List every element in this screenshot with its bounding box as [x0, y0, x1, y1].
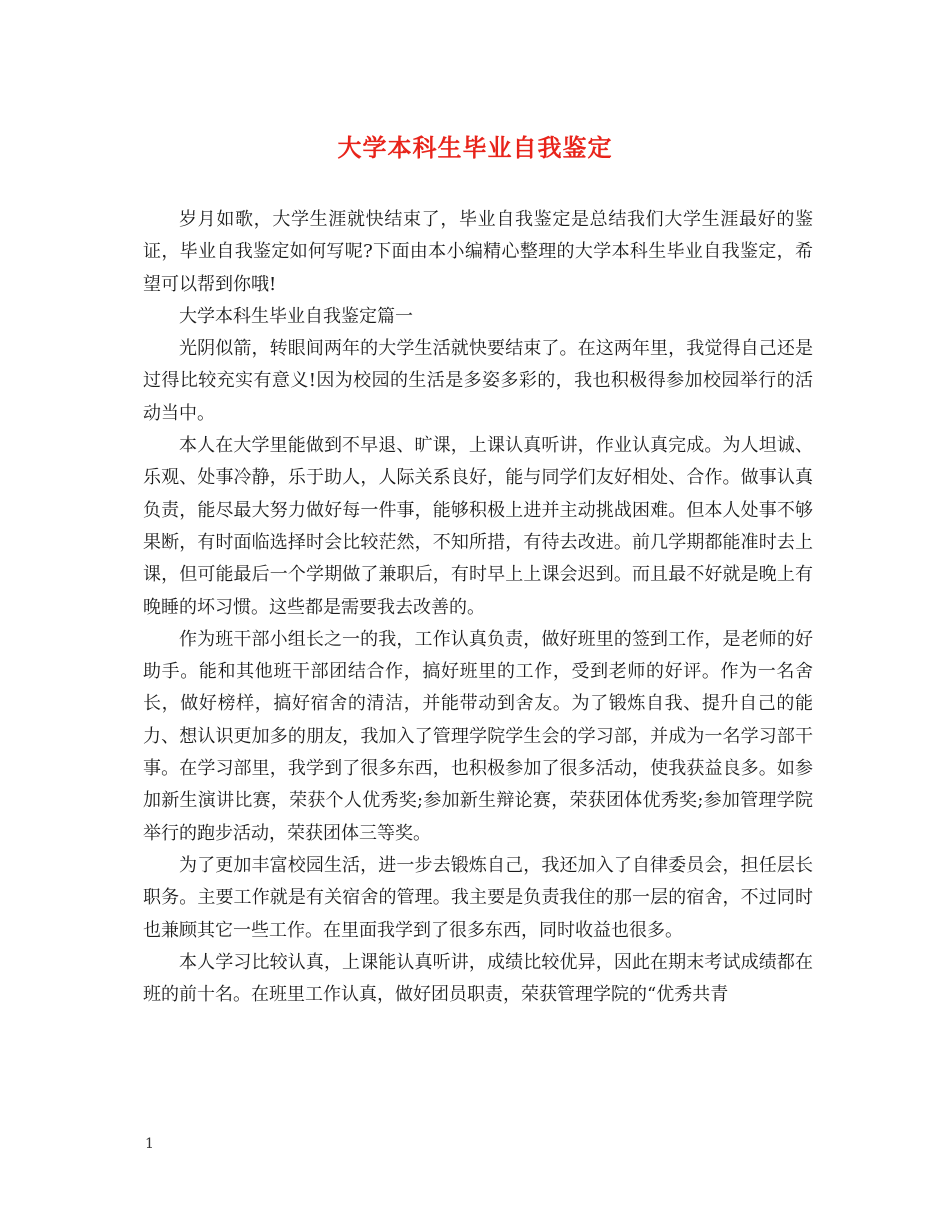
document-title: 大学本科生毕业自我鉴定 — [337, 133, 613, 162]
section-heading: 大学本科生毕业自我鉴定篇一 — [179, 305, 413, 327]
paragraph-1: 光阴似箭，转眼间两年的大学生活就快要结束了。在这两年里，我觉得自己还是过得比较充实有意义!因为校园的生活是多姿多彩的，我也积极得参加校园举行的活动当中。 — [143, 338, 813, 424]
paragraph-4: 为了更加丰富校园生活，进一步去锻炼自己，我还加入了自律委员会，担任层长职务。主要工作就是有关宿舍的管理。我主要是负责我住的那一层的宿舍，不过同时也兼顾其它一些工作。在里面我学到了很多东西，同时收益也很多。 — [143, 854, 813, 941]
paragraph-5: 本人学习比较认真，上课能认真听讲，成绩比较优异，因此在期末考试成绩都在班的前十名。在班里工作认真，做好团员职责，荣获管理学院的“优秀共青 — [143, 951, 813, 1006]
page-number: 1 — [145, 1136, 154, 1152]
paragraph-2: 本人在大学里能做到不早退、旷课，上课认真听讲，作业认真完成。为人坦诚、乐观、处事冷静，乐于助人，人际关系良好，能与同学们友好相处、合作。做事认真负责，能尽最大努力做好每一件事，能够积极上进并主动挑战困难。但本人处事不够果断，有时面临选择时会比较茫然，不知所措，有待去改进。前几学期都能准时去上课，但可能最后一个学期做了兼职后，有时早上上课会迟到。而且最不好就是晚上有晚睡的坏习惯。这些都是需要我去改善的。 — [143, 435, 813, 618]
document-body — [143, 204, 813, 1011]
paragraph-3: 作为班干部小组长之一的我，工作认真负责，做好班里的签到工作，是老师的好助手。能和其他班干部团结合作，搞好班里的工作，受到老师的好评。作为一名舍长，做好榜样，搞好宿舍的清洁，并能带动到舍友。为了锻炼自我、提升自己的能力、想认识更加多的朋友，我加入了管理学院学生会的学习部，并成为一名学习部干事。在学习部里，我学到了很多东西，也积极参加了很多活动，使我获益良多。如参加新生演讲比赛，荣获个人优秀奖;参加新生辩论赛，荣获团体优秀奖;参加管理学院举行的跑步活动，荣获团体三等奖。 — [143, 628, 813, 844]
paragraph-intro: 岁月如歌，大学生涯就快结束了，毕业自我鉴定是总结我们大学生涯最好的鉴证，毕业自我鉴定如何写呢?下面由本小编精心整理的大学本科生毕业自我鉴定，希望可以帮到你哦! — [143, 209, 813, 295]
